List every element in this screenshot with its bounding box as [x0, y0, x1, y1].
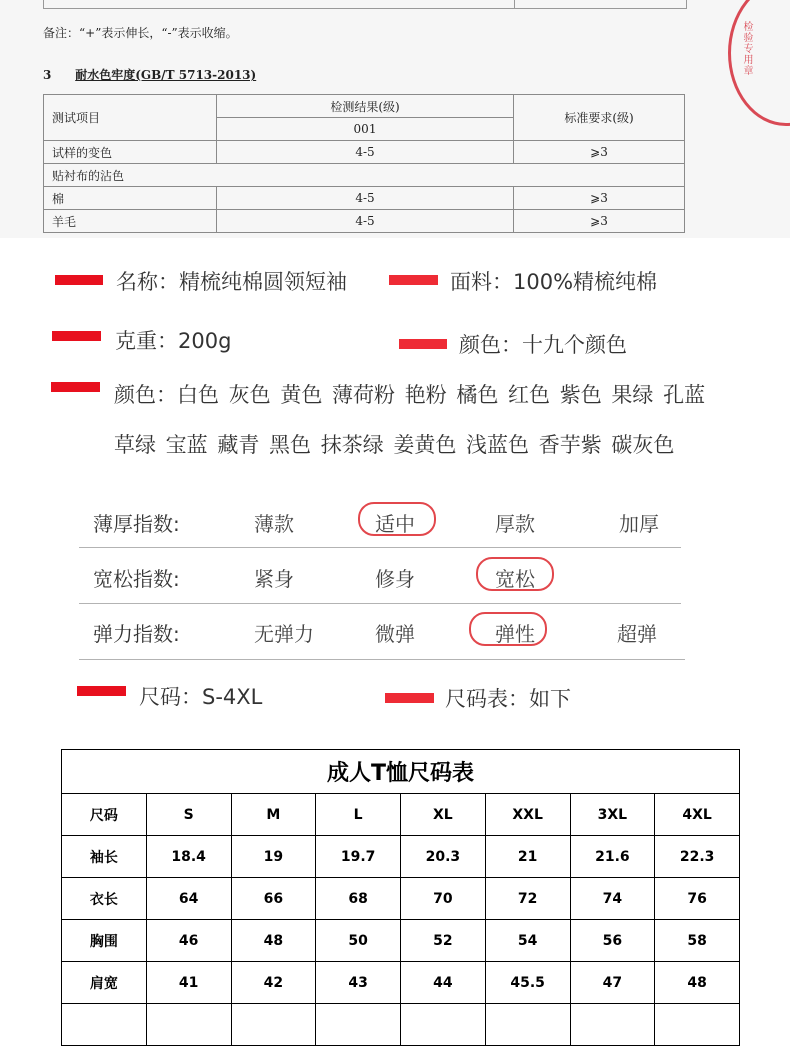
option-loose: 宽松 [495, 567, 535, 591]
table-cell: 袖长 [62, 836, 147, 878]
red-bullet-bar [51, 382, 100, 392]
option-medium: 适中 [375, 512, 415, 536]
elasticity-label: 弹力指数: [93, 622, 180, 646]
row-result: 4-5 [217, 187, 514, 210]
previous-table-edge [43, 0, 687, 9]
fit-label: 宽松指数: [93, 567, 180, 591]
red-bullet-bar [399, 339, 447, 349]
table-cell: 72 [485, 878, 570, 920]
product-name: 名称：精梳纯棉圆领短袖 [116, 270, 347, 294]
table-cell: 43 [316, 962, 401, 1004]
header-cell: 3XL [570, 794, 655, 836]
row-standard: ⩾3 [514, 187, 685, 210]
option-tight: 紧身 [254, 567, 294, 591]
table-cell: 52 [401, 920, 486, 962]
table-cell: 22.3 [655, 836, 740, 878]
table-cell: 47 [570, 962, 655, 1004]
row-item: 羊毛 [44, 210, 217, 233]
row-standard: ⩾3 [514, 210, 685, 233]
row-item: 贴衬布的沾色 [44, 164, 685, 187]
table-cell: 54 [485, 920, 570, 962]
header-cell: XXL [485, 794, 570, 836]
table-row [62, 920, 740, 962]
section-title: 耐水色牢度(GB/T 5713-2013) [75, 68, 257, 82]
table-cell: 胸围 [62, 920, 147, 962]
product-weight: 克重：200g [115, 329, 232, 353]
table-row [62, 836, 740, 878]
fit-index-row [79, 550, 685, 602]
table-header-row [62, 794, 740, 836]
table-cell: 19.7 [316, 836, 401, 878]
option-stretch: 弹性 [495, 622, 535, 646]
table-cell: 20.3 [401, 836, 486, 878]
color-list-line-2: 草绿 宝蓝 藏青 黑色 抹茶绿 姜黄色 浅蓝色 香芋紫 碳灰色 [114, 433, 675, 457]
table-cell: 70 [401, 878, 486, 920]
table-cell: 42 [231, 962, 316, 1004]
size-chart-table [61, 749, 740, 1046]
header-cell: 尺码 [62, 794, 147, 836]
red-bullet-bar [52, 331, 101, 341]
red-bullet-bar [77, 686, 126, 696]
header-sample: 001 [217, 118, 514, 141]
table-row [62, 878, 740, 920]
option-super-stretch: 超弹 [617, 622, 657, 646]
table-cell: 74 [570, 878, 655, 920]
row-result: 4-5 [217, 141, 514, 164]
table-row [44, 141, 685, 164]
header-cell: 4XL [655, 794, 740, 836]
table-cell: 46 [146, 920, 231, 962]
product-fabric: 面料：100%精梳纯棉 [450, 270, 658, 294]
table-cell: 45.5 [485, 962, 570, 1004]
table-cell: 68 [316, 878, 401, 920]
divider [79, 603, 681, 604]
header-standard: 标准要求(级) [514, 95, 685, 141]
header-cell: S [146, 794, 231, 836]
table-cell: 76 [655, 878, 740, 920]
table-cell: 18.4 [146, 836, 231, 878]
option-thick: 厚款 [495, 512, 535, 536]
table-row-partial [62, 1004, 740, 1046]
divider [79, 547, 681, 548]
red-bullet-bar [389, 275, 438, 285]
table-cell: 肩宽 [62, 962, 147, 1004]
table-row [62, 962, 740, 1004]
color-count: 颜色：十九个颜色 [459, 333, 627, 357]
thickness-label: 薄厚指数: [93, 512, 180, 536]
red-bullet-bar [385, 693, 434, 703]
header-cell: M [231, 794, 316, 836]
table-cell: 66 [231, 878, 316, 920]
table-cell: 48 [655, 962, 740, 1004]
row-item: 棉 [44, 187, 217, 210]
table-row [44, 164, 685, 187]
thickness-index-row [79, 495, 685, 547]
table-cell: 44 [401, 962, 486, 1004]
row-result: 4-5 [217, 210, 514, 233]
header-cell: XL [401, 794, 486, 836]
option-no-stretch: 无弹力 [254, 622, 314, 646]
table-cell: 21.6 [570, 836, 655, 878]
header-result: 检测结果(级) [217, 95, 514, 118]
row-standard: ⩾3 [514, 141, 685, 164]
header-item: 测试项目 [44, 95, 217, 141]
option-slim: 修身 [375, 567, 415, 591]
red-seal-stamp: 检验专用章 [728, 0, 790, 126]
table-cell: 21 [485, 836, 570, 878]
table-cell: 50 [316, 920, 401, 962]
elasticity-index-row [79, 605, 685, 657]
color-list-line-1: 颜色：白色 灰色 黄色 薄荷粉 艳粉 橘色 红色 紫色 果绿 孔蓝 [114, 383, 706, 407]
table-cell: 衣长 [62, 878, 147, 920]
section-heading [43, 66, 256, 83]
option-slight-stretch: 微弹 [375, 622, 415, 646]
table-cell: 58 [655, 920, 740, 962]
table-cell: 19 [231, 836, 316, 878]
table-row [44, 210, 685, 233]
option-extra-thick: 加厚 [619, 512, 659, 536]
table-row [44, 187, 685, 210]
size-chart-title: 成人T恤尺码表 [62, 750, 740, 794]
table-cell: 41 [146, 962, 231, 1004]
header-cell: L [316, 794, 401, 836]
table-cell: 48 [231, 920, 316, 962]
red-bullet-bar [55, 275, 103, 285]
option-thin: 薄款 [254, 512, 294, 536]
row-item: 试样的变色 [44, 141, 217, 164]
divider [79, 659, 685, 660]
size-chart-label: 尺码表：如下 [445, 687, 571, 711]
colorfastness-table [43, 94, 685, 233]
size-range: 尺码：S-4XL [139, 685, 263, 709]
table-cell: 64 [146, 878, 231, 920]
report-note: 备注：“+”表示伸长，“-”表示收缩。 [43, 26, 238, 40]
test-report-excerpt [0, 0, 790, 238]
table-cell: 56 [570, 920, 655, 962]
section-number: 3 [43, 68, 52, 82]
